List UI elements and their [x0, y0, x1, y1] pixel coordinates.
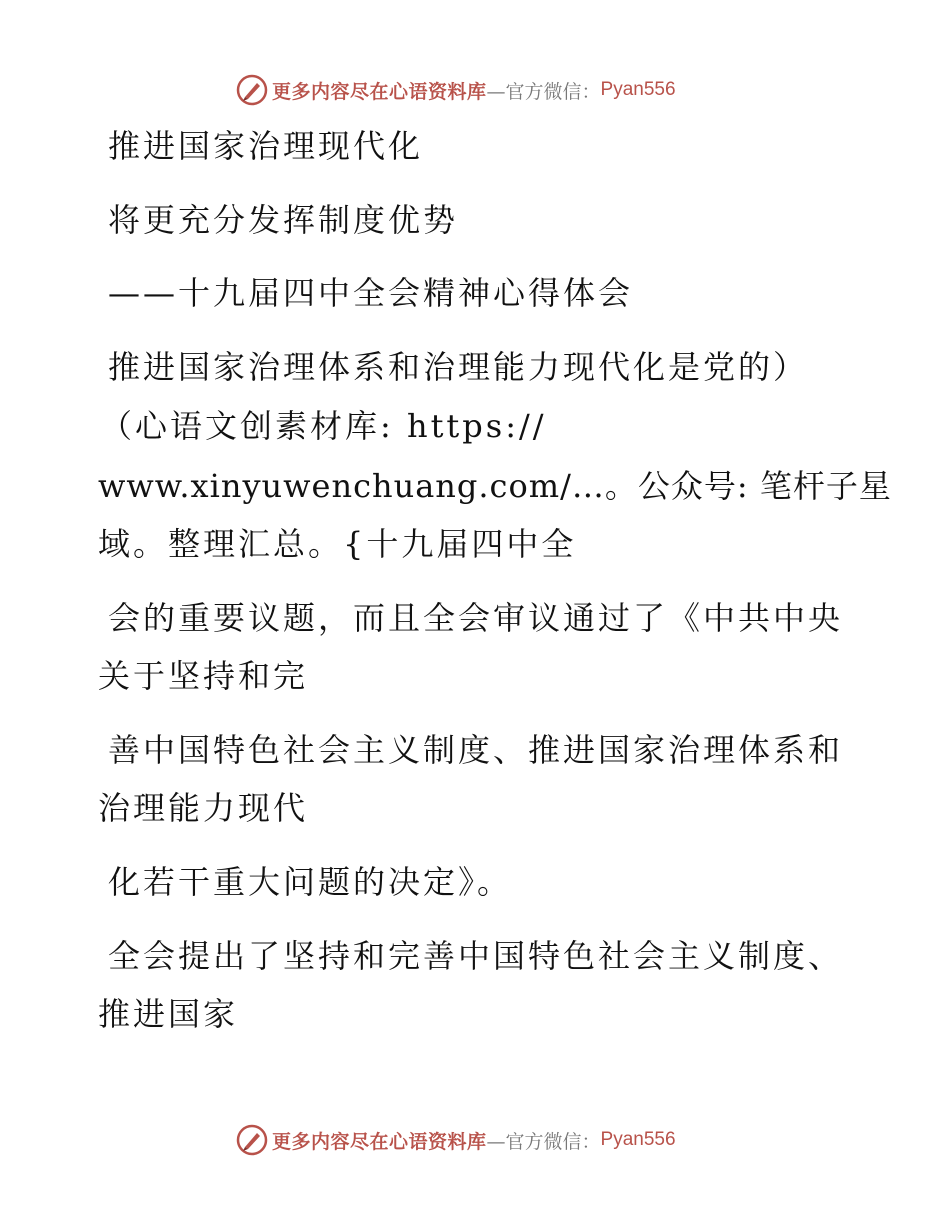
pen-logo-icon [236, 74, 268, 106]
doc-title-line-1: 推进国家治理现代化 [108, 127, 424, 165]
watermark-wechat-id: Pyan556 [600, 1129, 676, 1150]
doc-paragraph-line: 全会提出了坚持和完善中国特色社会主义制度、 [108, 937, 844, 975]
watermark-wechat-id: Pyan556 [600, 79, 676, 100]
header-watermark [236, 70, 676, 110]
pen-logo-icon [236, 1124, 268, 1156]
doc-paragraph-line: www.xinyuwenchuang.com/…。公众号: 笔杆子星 [98, 467, 892, 505]
doc-paragraph-line: 治理能力现代 [98, 789, 309, 827]
doc-paragraph-line: 会的重要议题，而且全会审议通过了《中共中央 [108, 599, 844, 637]
watermark-separator: —官方微信： [486, 1130, 601, 1153]
doc-paragraph-line: 关于坚持和完 [98, 657, 309, 695]
doc-paragraph-line: （心语文创素材库: https:// [100, 407, 547, 445]
watermark-brand: 更多内容尽在心语资料库 [272, 1130, 487, 1153]
watermark-separator: —官方微信： [486, 80, 601, 103]
doc-paragraph-line: 推进国家治理体系和治理能力现代化是党的） [108, 348, 809, 386]
doc-title-line-2: 将更充分发挥制度优势 [108, 201, 459, 239]
doc-subtitle: ——十九届四中全会精神心得体会 [108, 274, 634, 312]
watermark-brand: 更多内容尽在心语资料库 [272, 80, 487, 103]
doc-paragraph-line: 善中国特色社会主义制度、推进国家治理体系和 [108, 731, 844, 769]
doc-paragraph-line: 化若干重大问题的决定》。 [108, 863, 513, 901]
doc-paragraph-line: 推进国家 [98, 995, 239, 1033]
footer-watermark [236, 1120, 676, 1160]
doc-paragraph-line: 域。整理汇总。{十九届四中全 [98, 525, 577, 563]
